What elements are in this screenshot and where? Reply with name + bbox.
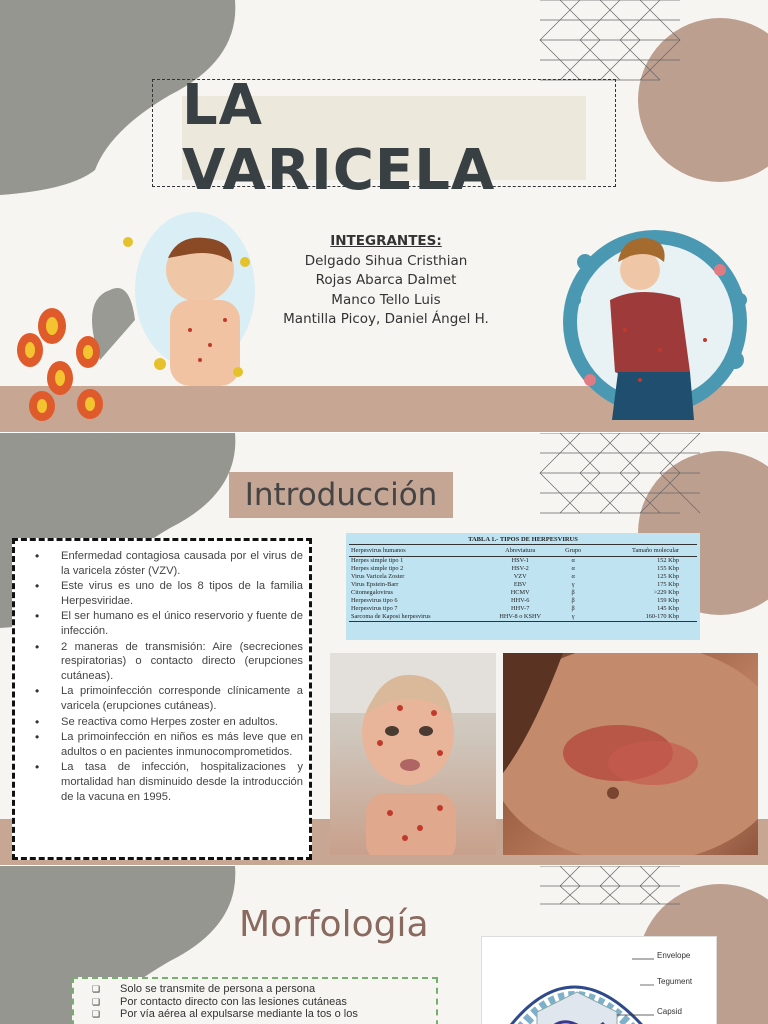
list-item: • La tasa de infección, hospitalizaciones y mortalidad han disminuido desde la introducción de la vacuna en 1995. xyxy=(21,760,303,804)
list-item: • Este virus es uno de los 8 tipos de la familia Herpesviridae. xyxy=(21,579,303,608)
table-cell: >229 Kbp xyxy=(653,589,679,596)
table-cell: Virus Varicela Zoster xyxy=(351,573,405,580)
table-cell: HSV-1 xyxy=(511,557,529,564)
table-cell: α xyxy=(571,573,575,580)
table-row xyxy=(349,605,697,613)
intro-bullet-list xyxy=(12,538,312,860)
table-cell: Virus Epstein-Barr xyxy=(351,581,399,588)
table-cell: Herpes simple tipo 1 xyxy=(351,557,404,564)
table-header: Herpesvirus humanos xyxy=(349,545,483,557)
table-row xyxy=(349,557,697,566)
table-row xyxy=(349,597,697,605)
diagram-label-envelope: Envelope xyxy=(657,951,691,960)
table-cell: 160-170 Kbp xyxy=(645,613,679,620)
table-cell: 159 Kbp xyxy=(657,597,679,604)
table-cell: 152 Kbp xyxy=(657,557,679,564)
child-photo-art xyxy=(330,653,496,855)
table-cell: HHV-6 xyxy=(511,597,530,604)
table-cell: 155 Kbp xyxy=(657,565,679,572)
table-header: Abreviatura xyxy=(483,545,557,557)
child-varicella-photo xyxy=(330,653,496,855)
table-cell: 145 Kbp xyxy=(657,605,679,612)
section-heading: Morfología xyxy=(239,904,429,945)
table-row xyxy=(349,613,697,622)
table-cell: α xyxy=(571,557,575,564)
table-cell: β xyxy=(571,597,575,604)
table-header: Grupo xyxy=(557,545,589,557)
table-cell: 175 Kbp xyxy=(657,581,679,588)
table-cell: VZV xyxy=(513,573,527,580)
sick-child-illustration-left xyxy=(92,212,255,386)
table-cell: Herpes simple tipo 2 xyxy=(351,565,404,572)
table-cell: Herpesvirus tipo 7 xyxy=(351,605,398,612)
list-item: • La primoinfección corresponde clínicamente a varicela (erupciones cutáneas). xyxy=(21,684,303,713)
table-row xyxy=(349,573,697,581)
list-item: ❏ Por contacto directo con las lesiones cutáneas xyxy=(92,996,430,1009)
list-item: • Enfermedad contagiosa causada por el virus de la varicela zóster (VZV). xyxy=(21,549,303,578)
member-name: Mantilla Picoy, Daniel Ángel H. xyxy=(283,311,489,327)
presentation-title: LA VARICELA xyxy=(182,73,496,203)
table-cell: 125 Kbp xyxy=(657,573,679,580)
table-cell: Citomegalovirus xyxy=(351,589,393,596)
table-cell: β xyxy=(571,605,575,612)
table-title: TABLA 1.- TIPOS DE HERPESVIRUS xyxy=(468,536,578,543)
table-cell: HSV-2 xyxy=(511,565,529,572)
members-block xyxy=(268,232,504,330)
herpes-zoster-photo xyxy=(503,653,758,855)
section-heading: Introducción xyxy=(244,477,438,513)
zoster-photo-art xyxy=(503,653,758,855)
member-name: Manco Tello Luis xyxy=(331,291,441,308)
slide1-background xyxy=(0,0,768,432)
herpesvirus-table xyxy=(346,533,700,640)
table-header: Tamaño molecular xyxy=(589,545,697,557)
diagram-label-tegument: Tegument xyxy=(657,977,693,986)
slide-morfologia xyxy=(0,866,768,1024)
table-cell: HCMV xyxy=(510,589,530,596)
list-item: • Se reactiva como Herpes zoster en adultos. xyxy=(21,715,303,730)
table-cell: EBV xyxy=(513,581,527,588)
list-item: • La primoinfección en niños es más leve que en adultos o en pacientes inmunocomprometidos. xyxy=(21,730,303,759)
table-cell: HHV-8 o KSHV xyxy=(499,613,542,620)
table-cell: HHV-7 xyxy=(511,605,530,612)
slide-introduccion xyxy=(0,433,768,865)
member-name: Rojas Abarca Dalmet xyxy=(315,272,457,288)
list-item: ❏ Por vía aérea al expulsarse mediante la tos o los xyxy=(92,1008,430,1021)
list-item: • El ser humano es el único reservorio y fuente de infección. xyxy=(21,609,303,638)
table xyxy=(349,544,697,622)
virus-structure-diagram xyxy=(481,936,717,1024)
slide-title xyxy=(0,0,768,432)
table-cell: Sarcoma de Kaposi herpesvirus xyxy=(351,613,431,620)
table-cell: γ xyxy=(571,581,575,588)
list-item: ❏ Solo se transmite de persona a persona xyxy=(92,983,430,996)
table-row xyxy=(349,589,697,597)
table-row xyxy=(349,565,697,573)
table-cell: γ xyxy=(571,613,575,620)
diagram-label-capsid: Capsid xyxy=(657,1007,682,1016)
table-cell: Herpesvirus tipo 6 xyxy=(351,597,398,604)
table-row xyxy=(349,581,697,589)
title-box xyxy=(182,73,586,203)
member-name: Delgado Sihua Cristhian xyxy=(304,252,468,269)
table-cell: α xyxy=(571,565,575,572)
morfologia-list xyxy=(72,977,438,1024)
members-heading: INTEGRANTES: xyxy=(330,233,442,249)
table-cell: β xyxy=(571,589,575,596)
table-header-row xyxy=(349,545,697,557)
geometric-pattern xyxy=(540,866,680,904)
section-heading-box xyxy=(229,472,453,518)
list-item: • 2 maneras de transmisión: Aire (secreciones respiratorias) o contacto directo (erupciones cutáneas). xyxy=(21,640,303,684)
